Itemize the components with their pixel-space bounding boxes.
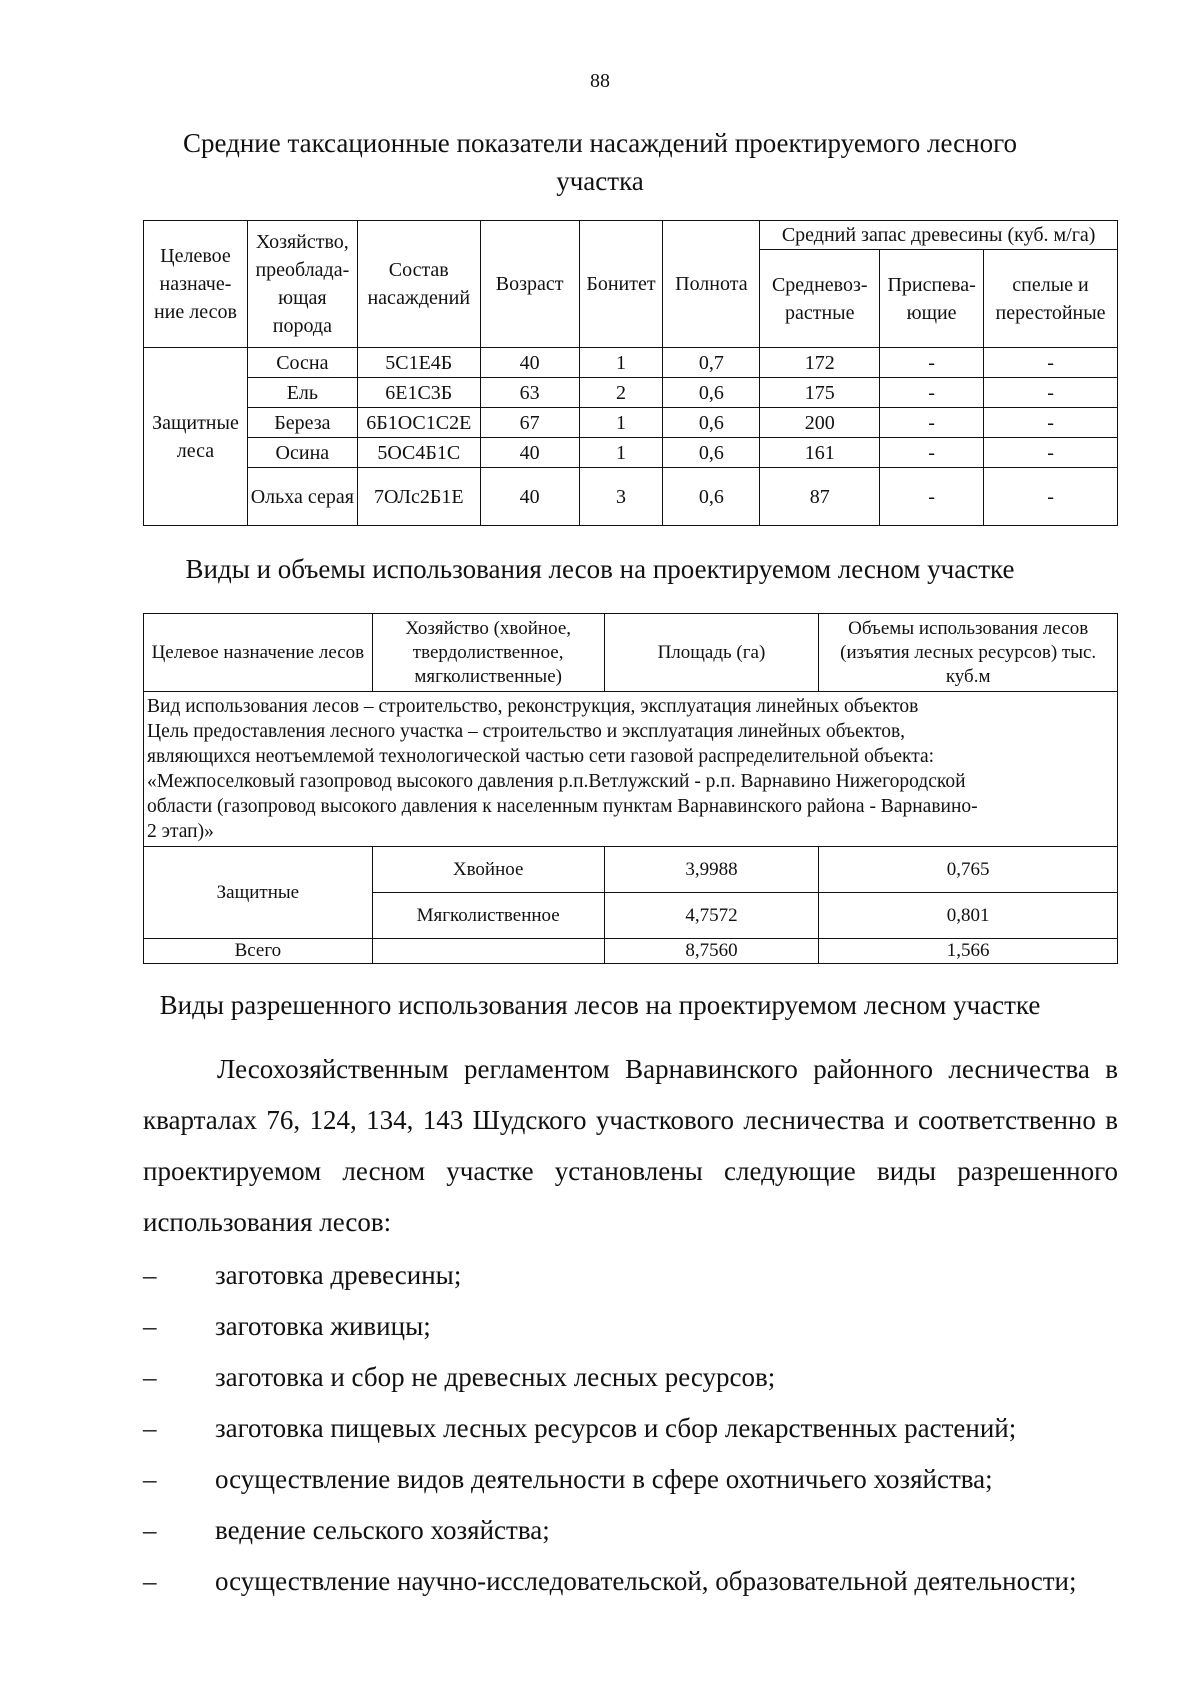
header-farm: Хозяйство (хвойное, твердолиственное, мягколиственные): [372, 614, 604, 692]
info-line: являющихся неотъемлемой технологической частью сети газовой распределительной объекта:: [147, 746, 935, 767]
mid-age-cell: 175: [760, 378, 880, 408]
species-cell: Ель: [247, 378, 357, 408]
header-mid-age: Средневоз-растные: [760, 250, 880, 348]
ripe-cell: -: [984, 468, 1118, 526]
group-label: Защитные леса: [144, 348, 248, 526]
ripe-cell: -: [984, 438, 1118, 468]
fullness-cell: 0,6: [663, 438, 760, 468]
ripe-cell: -: [984, 408, 1118, 438]
bonitet-cell: 1: [579, 438, 663, 468]
table-row: [144, 408, 1118, 438]
list-item-text: осуществление видов деятельности в сфере охотничьего хозяйства;: [215, 1464, 993, 1494]
composition-cell: 7ОЛс2Б1Е: [357, 468, 480, 526]
table1-title: Средние таксационные показатели насаждений проектируемого лесного участка: [182, 128, 1018, 196]
total-area: 8,7560: [604, 939, 819, 964]
list-item: [143, 1505, 1118, 1556]
list-item-text: ведение сельского хозяйства;: [215, 1515, 550, 1545]
stand-indicators-table: [143, 220, 1118, 526]
fullness-cell: 0,6: [663, 468, 760, 526]
group-label: Защитные: [144, 847, 373, 939]
total-row: [144, 939, 1118, 964]
species-cell: Ольха серая: [247, 468, 357, 526]
composition-cell: 6Б1ОС1С2Е: [357, 408, 480, 438]
dash-marker: –: [143, 1413, 157, 1443]
info-line: «Межпоселковый газопровод высокого давления р.п.Ветлужский - р.п. Варнавино Нижегородской: [147, 771, 966, 792]
age-cell: 40: [480, 468, 579, 526]
permitted-use-list: [143, 1250, 1118, 1607]
ripening-cell: -: [880, 438, 984, 468]
ripe-cell: -: [984, 348, 1118, 378]
list-item-text: заготовка живицы;: [215, 1311, 431, 1341]
farm-cell: Мягколиственное: [372, 893, 604, 939]
mid-age-cell: 87: [760, 468, 880, 526]
header-volume: Объемы использования лесов (изъятия лесных ресурсов) тыс. куб.м: [819, 614, 1118, 692]
table-row: [144, 847, 1118, 893]
header-area: Площадь (га): [604, 614, 819, 692]
table-row: [144, 348, 1118, 378]
info-line: 2 этап)»: [147, 821, 214, 842]
header-ripe: спелые и перестойные: [984, 250, 1118, 348]
age-cell: 63: [480, 378, 579, 408]
header-purpose: Целевое назначение лесов: [144, 614, 373, 692]
bonitet-cell: 3: [579, 468, 663, 526]
mid-age-cell: 172: [760, 348, 880, 378]
header-farm: Хозяйство, преоблада-ющая порода: [247, 221, 357, 348]
dash-marker: –: [143, 1566, 157, 1596]
header-age: Возраст: [480, 221, 579, 348]
section3-title: Виды разрешенного использования лесов на проектируемом лесном участке: [159, 990, 1041, 1020]
header-bonitet: Бонитет: [579, 221, 663, 348]
ripening-cell: -: [880, 348, 984, 378]
area-cell: 3,9988: [604, 847, 819, 893]
ripening-cell: -: [880, 468, 984, 526]
bonitet-cell: 2: [579, 378, 663, 408]
list-item: [143, 1250, 1118, 1301]
age-cell: 40: [480, 438, 579, 468]
composition-cell: 5С1Е4Б: [357, 348, 480, 378]
composition-cell: 5ОС4Б1С: [357, 438, 480, 468]
dash-marker: –: [143, 1515, 157, 1545]
age-cell: 67: [480, 408, 579, 438]
header-purpose: Целевое назначе-ние лесов: [144, 221, 248, 348]
dash-marker: –: [143, 1362, 157, 1392]
header-fullness: Полнота: [663, 221, 760, 348]
list-item: [143, 1403, 1118, 1454]
composition-cell: 6Е1С3Б: [357, 378, 480, 408]
list-item-text: заготовка пищевых лесных ресурсов и сбор лекарственных растений;: [215, 1413, 1017, 1443]
dash-marker: –: [143, 1464, 157, 1494]
list-item: [143, 1556, 1118, 1607]
list-item: [143, 1352, 1118, 1403]
dash-marker: –: [143, 1260, 157, 1290]
list-item: [143, 1454, 1118, 1505]
species-cell: Осина: [247, 438, 357, 468]
list-item-text: заготовка древесины;: [215, 1260, 462, 1290]
use-description: [144, 692, 1118, 847]
mid-age-cell: 200: [760, 408, 880, 438]
fullness-cell: 0,6: [663, 378, 760, 408]
ripening-cell: -: [880, 378, 984, 408]
list-item-text: заготовка и сбор не древесных лесных ресурсов;: [215, 1362, 776, 1392]
fullness-cell: 0,7: [663, 348, 760, 378]
area-cell: 4,7572: [604, 893, 819, 939]
list-item-text: осуществление научно-исследовательской, образовательной деятельности;: [215, 1566, 1077, 1596]
header-ripening: Приспева-ющие: [880, 250, 984, 348]
table-row: [144, 378, 1118, 408]
info-line: Вид использования лесов – строительство, реконструкция, эксплуатация линейных объектов: [147, 696, 919, 717]
mid-age-cell: 161: [760, 438, 880, 468]
farm-cell: Хвойное: [372, 847, 604, 893]
dash-marker: –: [143, 1311, 157, 1341]
permitted-use-paragraph: Лесохозяйственным регламентом Варнавинского районного лесничества в кварталах 76, 124, 134, 143 Шудского участкового лесничества и соответственно в проектируемом лесном участке установлены следующие виды разрешенного использования лесов:: [143, 1054, 1118, 1237]
ripening-cell: -: [880, 408, 984, 438]
bonitet-cell: 1: [579, 348, 663, 378]
table-row: [144, 468, 1118, 526]
header-stock-group: Средний запас древесины (куб. м/га): [760, 221, 1118, 250]
forest-use-table: [143, 613, 1118, 964]
volume-cell: 0,765: [819, 847, 1118, 893]
bonitet-cell: 1: [579, 408, 663, 438]
fullness-cell: 0,6: [663, 408, 760, 438]
list-item: [143, 1301, 1118, 1352]
info-line: Цель предоставления лесного участка – строительство и эксплуатация линейных объектов,: [147, 721, 906, 742]
table2-title: Виды и объемы использования лесов на проектируемом лесном участке: [185, 554, 1015, 584]
ripe-cell: -: [984, 378, 1118, 408]
total-label: Всего: [144, 939, 373, 964]
age-cell: 40: [480, 348, 579, 378]
total-farm: [372, 939, 604, 964]
table-row: [144, 438, 1118, 468]
info-line: области (газопровод высокого давления к населенным пунктам Варнавинского района - Варнавино-: [147, 796, 978, 817]
header-composition: Состав насаждений: [357, 221, 480, 348]
page-number: 88: [590, 70, 610, 92]
total-volume: 1,566: [819, 939, 1118, 964]
species-cell: Сосна: [247, 348, 357, 378]
species-cell: Береза: [247, 408, 357, 438]
volume-cell: 0,801: [819, 893, 1118, 939]
